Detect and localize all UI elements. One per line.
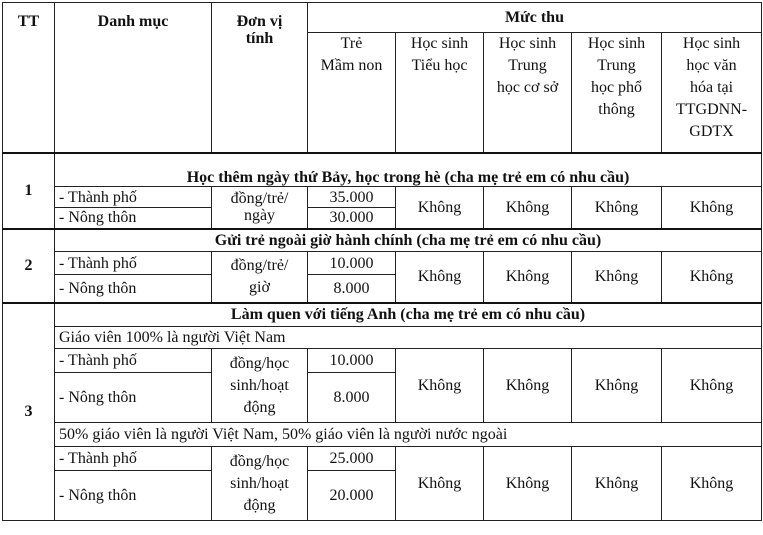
lower-secondary-fee: Không	[484, 447, 572, 521]
group-label-row	[3, 423, 762, 447]
table-row	[3, 187, 762, 208]
lower-secondary-fee: Không	[484, 349, 572, 423]
table-row	[3, 447, 762, 471]
header-category: Danh mục	[55, 3, 212, 153]
header-col-upper-secondary: Học sinh Trung học phổ thông	[572, 33, 662, 153]
gdtx-fee: Không	[662, 252, 762, 303]
primary-fee: Không	[396, 187, 484, 229]
header-fee-group: Mức thu	[308, 3, 762, 33]
table-row	[3, 252, 762, 275]
unit-cell: đồng/trẻ/ giờ	[212, 252, 308, 303]
area-label: - Nông thôn	[55, 275, 212, 303]
group-label-row	[3, 327, 762, 349]
header-unit: Đơn vị tính	[212, 3, 308, 153]
area-label: - Nông thôn	[55, 208, 212, 229]
area-label: - Thành phố	[55, 187, 212, 208]
preschool-fee: 35.000	[308, 187, 396, 208]
section-tt: 1	[3, 153, 55, 229]
area-label: - Thành phố	[55, 252, 212, 275]
preschool-fee: 10.000	[308, 252, 396, 275]
group-label: Giáo viên 100% là người Việt Nam	[55, 327, 762, 349]
preschool-fee: 8.000	[308, 275, 396, 303]
header-col-lower-secondary: Học sinh Trung học cơ sở	[484, 33, 572, 153]
primary-fee: Không	[396, 252, 484, 303]
upper-secondary-fee: Không	[572, 252, 662, 303]
preschool-fee: 30.000	[308, 208, 396, 229]
header-col-primary: Học sinh Tiểu học	[396, 33, 484, 153]
header-row	[3, 3, 762, 33]
section-title-row	[3, 153, 762, 187]
lower-secondary-fee: Không	[484, 252, 572, 303]
unit-cell: đồng/học sinh/hoạt động	[212, 447, 308, 521]
section-tt: 2	[3, 229, 55, 303]
preschool-fee: 8.000	[308, 373, 396, 423]
area-label: - Thành phố	[55, 349, 212, 373]
unit-cell: đồng/học sinh/hoạt động	[212, 349, 308, 423]
area-label: - Thành phố	[55, 447, 212, 471]
upper-secondary-fee: Không	[572, 447, 662, 521]
section-title: Làm quen với tiếng Anh (cha mẹ trẻ em có nhu cầu)	[55, 303, 762, 327]
section-title: Học thêm ngày thứ Bảy, học trong hè (cha mẹ trẻ em có nhu cầu)	[55, 153, 762, 187]
header-tt: TT	[3, 3, 55, 153]
upper-secondary-fee: Không	[572, 187, 662, 229]
preschool-fee: 25.000	[308, 447, 396, 471]
fee-table	[2, 2, 762, 521]
area-label: - Nông thôn	[55, 373, 212, 423]
unit-cell: đồng/trẻ/ ngày	[212, 187, 308, 229]
preschool-fee: 10.000	[308, 349, 396, 373]
group-label: 50% giáo viên là người Việt Nam, 50% giáo viên là người nước ngoài	[55, 423, 762, 447]
section-title-row	[3, 229, 762, 252]
primary-fee: Không	[396, 349, 484, 423]
header-col-gdtx: Học sinh học văn hóa tại TTGDNN- GDTX	[662, 33, 762, 153]
area-label: - Nông thôn	[55, 471, 212, 521]
section-tt: 3	[3, 303, 55, 521]
gdtx-fee: Không	[662, 187, 762, 229]
gdtx-fee: Không	[662, 349, 762, 423]
section-title: Gửi trẻ ngoài giờ hành chính (cha mẹ trẻ em có nhu cầu)	[55, 229, 762, 252]
header-col-preschool: Trẻ Mầm non	[308, 33, 396, 153]
preschool-fee: 20.000	[308, 471, 396, 521]
table-row	[3, 349, 762, 373]
primary-fee: Không	[396, 447, 484, 521]
upper-secondary-fee: Không	[572, 349, 662, 423]
lower-secondary-fee: Không	[484, 187, 572, 229]
gdtx-fee: Không	[662, 447, 762, 521]
section-title-row	[3, 303, 762, 327]
